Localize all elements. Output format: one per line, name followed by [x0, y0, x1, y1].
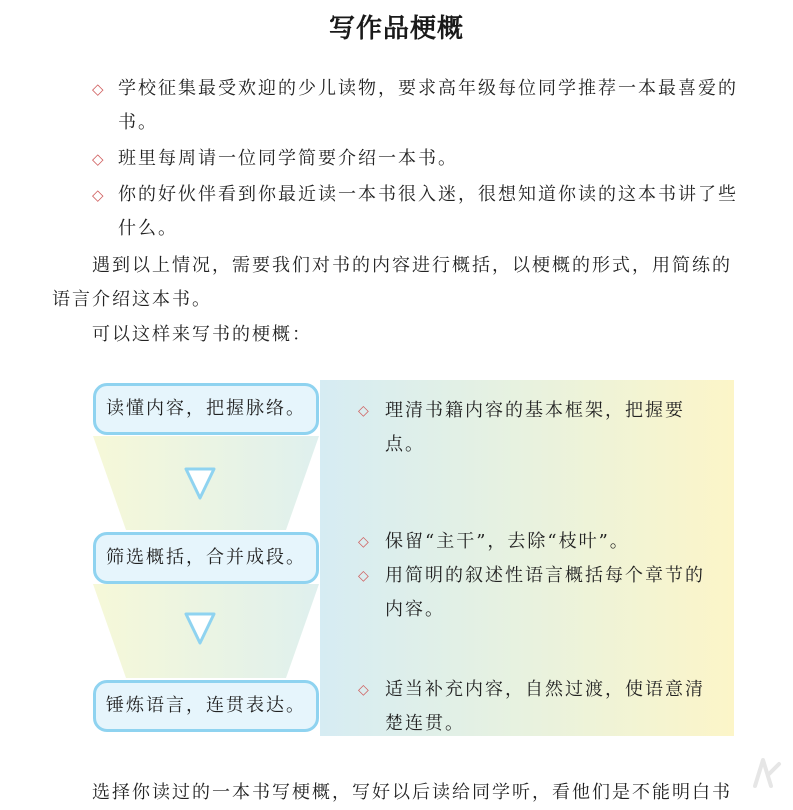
- step-2-point-2: [358, 559, 724, 627]
- step-2-point-1: [358, 525, 724, 559]
- scenario-item-2: [92, 142, 742, 176]
- scenario-text-1: 学校征集最受欢迎的少儿读物，要求高年级每位同学推荐一本最喜爱的书。: [118, 78, 738, 133]
- diamond-icon: ◇: [358, 568, 371, 584]
- steps-diagram: [90, 380, 734, 736]
- scenario-item-1: [92, 72, 742, 140]
- scenario-text-2: 班里每周请一位同学简要介绍一本书。: [118, 148, 458, 169]
- down-arrow-icon: [183, 611, 217, 647]
- step-2-box: 筛选概括，合并成段。: [93, 532, 319, 584]
- method-lead: 可以这样来写书的梗概：: [92, 324, 312, 345]
- step-2-point-1-text: 保留“主干”，去除“枝叶”。: [385, 531, 630, 552]
- step-1-point-1-text: 理清书籍内容的基本框架，把握要点。: [385, 400, 685, 455]
- watermark-icon: [749, 752, 785, 792]
- intro-paragraph: 遇到以上情况，需要我们对书的内容进行概括，以梗概的形式，用简练的语言介绍这本书。: [52, 255, 732, 310]
- assignment-text: 选择你读过的一本书写梗概，写好以后读给同学听，看他们是不能明白书: [92, 782, 732, 803]
- step-3-point-1-text: 适当补充内容，自然过渡，使语意清楚连贯。: [385, 679, 705, 734]
- down-arrow-icon: [183, 466, 217, 502]
- page-title: 写作品梗概: [328, 14, 464, 44]
- diamond-icon: ◇: [358, 534, 371, 550]
- diamond-icon: ◇: [358, 682, 371, 698]
- step-3-point-1: [358, 673, 724, 741]
- diamond-icon: ◇: [358, 403, 371, 419]
- scenario-text-3: 你的好伙伴看到你最近读一本书很入迷，很想知道你读的这本书讲了些什么。: [118, 184, 738, 239]
- step-1-box: 读懂内容，把握脉络。: [93, 383, 319, 435]
- step-1-point-1: [358, 394, 724, 462]
- scenario-item-3: [92, 178, 742, 246]
- diamond-icon: ◇: [92, 186, 106, 204]
- step-2-point-2-text: 用简明的叙述性语言概括每个章节的内容。: [385, 565, 705, 620]
- step-3-box: 锤炼语言，连贯表达。: [93, 680, 319, 732]
- diamond-icon: ◇: [92, 80, 106, 98]
- diamond-icon: ◇: [92, 150, 106, 168]
